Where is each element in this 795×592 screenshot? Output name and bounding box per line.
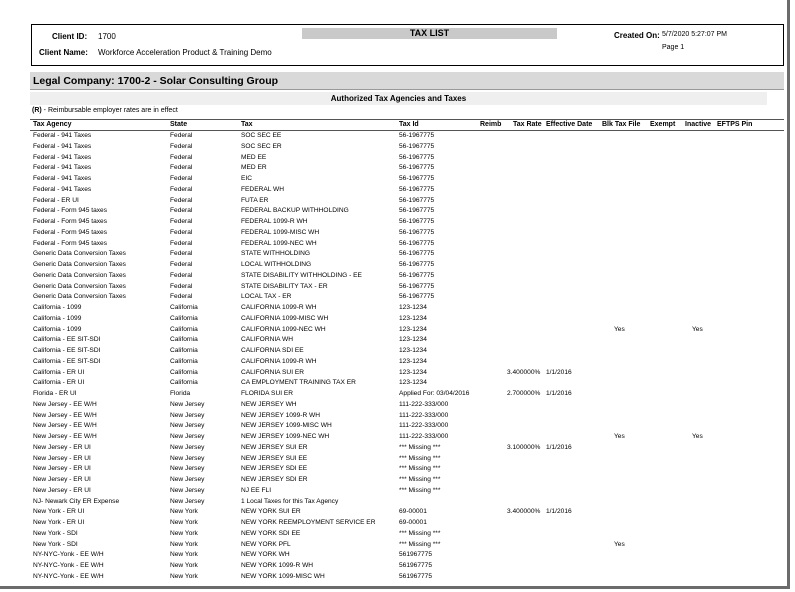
cell-tax-agency: Federal - 941 Taxes <box>33 153 92 161</box>
col-reimb: Reimb <box>480 121 502 128</box>
cell-tax-agency: Federal - 941 Taxes <box>33 185 92 193</box>
cell-tax-id: 56-1967775 <box>399 239 435 247</box>
cell-state: California <box>170 357 198 365</box>
cell-tax-id: 123-1234 <box>399 368 427 376</box>
cell-tax-agency: New York - ER UI <box>33 508 85 516</box>
cell-tax-id: 56-1967775 <box>399 293 435 301</box>
cell-tax-agency: Generic Data Conversion Taxes <box>33 293 126 301</box>
col-tax: Tax <box>241 121 253 128</box>
table-row <box>30 185 784 196</box>
table-row <box>30 239 784 250</box>
cell-tax: CALIFORNIA WH <box>241 336 294 344</box>
cell-tax-id: 69-00001 <box>399 508 427 516</box>
cell-tax: NEW YORK SUI ER <box>241 508 301 516</box>
cell-state: New Jersey <box>170 443 205 451</box>
cell-state: Federal <box>170 228 193 236</box>
cell-tax-agency: NY-NYC-Yonk - EE W/H <box>33 562 104 569</box>
cell-tax: NEW JERSEY SUI ER <box>241 443 308 451</box>
cell-tax: STATE DISABILITY WITHHOLDING - EE <box>241 271 362 279</box>
cell-state: Federal <box>170 282 193 290</box>
cell-blk-tax-file: Yes <box>614 325 625 333</box>
table-row <box>30 163 784 174</box>
cell-tax: NEW JERSEY SUI EE <box>241 454 308 462</box>
cell-tax-agency: Federal - Form 945 taxes <box>33 228 108 236</box>
table-row <box>30 475 784 486</box>
cell-state: California <box>170 336 198 344</box>
cell-state: New Jersey <box>170 476 205 483</box>
table-row <box>30 443 784 454</box>
cell-state: New Jersey <box>170 486 205 494</box>
cell-tax: SOC SEC ER <box>241 142 282 150</box>
cell-tax: NEW JERSEY 1099-NEC WH <box>241 433 330 440</box>
table-row <box>30 346 784 357</box>
cell-tax-agency: Federal - ER UI <box>33 196 79 204</box>
cell-tax: FEDERAL 1099-MISC WH <box>241 228 320 236</box>
cell-tax-id: *** Missing *** <box>399 540 441 548</box>
cell-tax-id: 56-1967775 <box>399 142 435 150</box>
cell-tax: CALIFORNIA SDI EE <box>241 347 304 354</box>
cell-tax: CALIFORNIA 1099-MISC WH <box>241 314 329 322</box>
cell-state: New Jersey <box>170 400 205 408</box>
cell-tax-id: *** Missing *** <box>399 443 441 451</box>
cell-tax-rate: 3.400000% <box>507 368 541 376</box>
cell-state: Federal <box>170 207 193 215</box>
reimbursable-note <box>32 107 178 114</box>
cell-tax-id: 69-00001 <box>399 519 427 526</box>
col-eftps-pin: EFTPS Pin <box>717 121 753 128</box>
cell-state: New York <box>170 540 198 548</box>
cell-tax: NEW JERSEY SDI EE <box>241 465 308 473</box>
cell-tax-agency: Federal - 941 Taxes <box>33 132 92 139</box>
cell-state: New Jersey <box>170 433 205 440</box>
cell-tax: CALIFORNIA 1099-NEC WH <box>241 325 326 333</box>
cell-state: Federal <box>170 218 193 225</box>
cell-tax-id: 56-1967775 <box>399 164 435 172</box>
cell-tax-agency: New Jersey - ER UI <box>33 476 91 483</box>
cell-state: Federal <box>170 250 193 258</box>
cell-effective-date: 1/1/2016 <box>546 368 572 376</box>
cell-tax-agency: New Jersey - ER UI <box>33 465 91 473</box>
cell-blk-tax-file: Yes <box>614 540 625 548</box>
cell-tax-rate: 3.100000% <box>507 443 541 451</box>
cell-tax-id: 111-222-333/000 <box>399 400 449 408</box>
table-row <box>30 550 784 561</box>
table-row <box>30 271 784 282</box>
cell-tax-agency: California - 1099 <box>33 314 82 322</box>
cell-state: California <box>170 314 198 322</box>
client-id-label: Client ID: <box>52 32 88 41</box>
cell-tax: NEW YORK PFL <box>241 540 291 548</box>
table-row <box>30 174 784 185</box>
cell-tax-id: 561967775 <box>399 562 433 569</box>
cell-tax: FUTA ER <box>241 196 269 204</box>
table-row <box>30 421 784 432</box>
cell-tax: FLORIDA SUI ER <box>241 390 294 397</box>
col-effective-date: Effective Date <box>546 121 593 128</box>
cell-state: Florida <box>170 390 191 397</box>
cell-tax: FEDERAL WH <box>241 185 284 193</box>
cell-tax-agency: Federal - 941 Taxes <box>33 142 92 150</box>
cell-state: Federal <box>170 271 193 279</box>
cell-tax-agency: Federal - 941 Taxes <box>33 175 92 182</box>
table-row <box>30 335 784 346</box>
cell-tax-id: 111-222-333/000 <box>399 433 449 440</box>
cell-tax-id: 123-1234 <box>399 314 427 322</box>
cell-tax-agency: Federal - Form 945 taxes <box>33 218 108 225</box>
cell-tax-id: *** Missing *** <box>399 476 441 483</box>
table-row <box>30 325 784 336</box>
tax-table-body <box>30 131 784 583</box>
cell-state: New York <box>170 519 198 526</box>
table-row <box>30 454 784 465</box>
cell-tax-id: *** Missing *** <box>399 486 441 494</box>
cell-state: Federal <box>170 239 193 247</box>
cell-effective-date: 1/1/2016 <box>546 390 572 397</box>
table-row <box>30 497 784 508</box>
cell-tax: LOCAL WITHHOLDING <box>241 261 312 268</box>
cell-state: Federal <box>170 261 193 268</box>
cell-tax-agency: New Jersey - EE W/H <box>33 411 97 419</box>
cell-tax-id: 56-1967775 <box>399 250 435 258</box>
cell-tax-agency: California - EE SIT-SDI <box>33 357 101 365</box>
note-text: - Reimbursable employer rates are in effect <box>41 107 178 114</box>
cell-tax-id: *** Missing *** <box>399 465 441 473</box>
cell-tax-agency: California - EE SIT-SDI <box>33 347 101 354</box>
cell-state: New Jersey <box>170 497 205 505</box>
cell-tax-agency: Generic Data Conversion Taxes <box>33 282 126 290</box>
cell-tax-id: 56-1967775 <box>399 185 435 193</box>
table-row <box>30 486 784 497</box>
cell-tax: CALIFORNIA 1099-R WH <box>241 304 317 311</box>
cell-state: New York <box>170 551 198 559</box>
cell-tax-agency: NY-NYC-Yonk - EE W/H <box>33 572 104 580</box>
cell-inactive: Yes <box>692 433 703 440</box>
cell-tax: SOC SEC EE <box>241 132 282 139</box>
page-number: Page 1 <box>662 44 685 51</box>
cell-tax: EIC <box>241 175 252 182</box>
cell-tax-agency: New Jersey - EE W/H <box>33 422 97 430</box>
cell-tax-agency: California - 1099 <box>33 304 82 311</box>
table-row <box>30 260 784 271</box>
cell-tax-id: 561967775 <box>399 572 433 580</box>
cell-tax-id: 56-1967775 <box>399 132 435 139</box>
column-headers <box>30 119 784 131</box>
cell-tax-id: 56-1967775 <box>399 228 435 236</box>
cell-tax-id: 56-1967775 <box>399 218 435 225</box>
table-row <box>30 540 784 551</box>
cell-tax-agency: Florida - ER UI <box>33 390 77 397</box>
cell-tax-agency: Generic Data Conversion Taxes <box>33 271 126 279</box>
table-row <box>30 217 784 228</box>
cell-state: New Jersey <box>170 454 205 462</box>
client-id-value: 1700 <box>98 32 116 41</box>
cell-tax: MED EE <box>241 153 267 161</box>
cell-state: Federal <box>170 293 193 301</box>
cell-tax-id: 56-1967775 <box>399 196 435 204</box>
cell-state: California <box>170 325 198 333</box>
cell-tax-id: 56-1967775 <box>399 261 435 268</box>
table-row <box>30 228 784 239</box>
cell-state: Federal <box>170 164 193 172</box>
cell-tax-id: 123-1234 <box>399 325 427 333</box>
cell-tax-agency: New Jersey - ER UI <box>33 486 91 494</box>
table-row <box>30 561 784 572</box>
cell-tax-id: 56-1967775 <box>399 207 435 215</box>
cell-tax-id: 123-1234 <box>399 304 427 311</box>
cell-tax-id: 111-222-333/000 <box>399 411 449 419</box>
cell-tax: 1 Local Taxes for this Tax Agency <box>241 497 339 505</box>
table-row <box>30 249 784 260</box>
cell-tax-id: Applied For: 03/04/2016 <box>399 390 470 397</box>
cell-blk-tax-file: Yes <box>614 433 625 440</box>
cell-tax: FEDERAL 1099-NEC WH <box>241 239 317 247</box>
cell-tax-id: 56-1967775 <box>399 271 435 279</box>
cell-tax-id: 111-222-333/000 <box>399 422 449 430</box>
cell-effective-date: 1/1/2016 <box>546 443 572 451</box>
cell-state: Federal <box>170 153 193 161</box>
table-row <box>30 131 784 142</box>
cell-state: Federal <box>170 142 193 150</box>
table-row <box>30 464 784 475</box>
cell-tax: NEW JERSEY 1099-MISC WH <box>241 422 332 430</box>
table-row <box>30 196 784 207</box>
cell-state: California <box>170 368 198 376</box>
table-row <box>30 142 784 153</box>
client-name-value: Workforce Acceleration Product & Training Demo <box>98 48 272 57</box>
table-row <box>30 153 784 164</box>
legal-company-bar: Legal Company: 1700-2 - Solar Consulting Group <box>30 72 784 90</box>
table-row <box>30 529 784 540</box>
table-row <box>30 206 784 217</box>
cell-tax: STATE WITHHOLDING <box>241 250 310 258</box>
col-tax-rate: Tax Rate <box>513 121 542 128</box>
note-marker: (R) <box>32 107 42 114</box>
created-on-label: Created On: <box>614 31 660 40</box>
cell-state: California <box>170 379 198 387</box>
cell-state: New Jersey <box>170 422 205 430</box>
cell-tax: CALIFORNIA SUI ER <box>241 368 305 376</box>
table-row <box>30 282 784 293</box>
cell-tax-agency: NY-NYC-Yonk - EE W/H <box>33 551 104 559</box>
col-blk-tax-file: Blk Tax File <box>602 121 641 128</box>
cell-tax-id: 123-1234 <box>399 379 427 387</box>
cell-tax-agency: New York - SDI <box>33 540 78 548</box>
cell-tax-id: 123-1234 <box>399 357 427 365</box>
cell-tax-agency: New York - SDI <box>33 529 78 537</box>
cell-tax-id: 123-1234 <box>399 347 427 354</box>
section-title: Authorized Tax Agencies and Taxes <box>30 92 767 105</box>
cell-tax-agency: Federal - Form 945 taxes <box>33 239 108 247</box>
cell-tax-agency: New Jersey - EE W/H <box>33 433 97 440</box>
cell-tax-agency: Generic Data Conversion Taxes <box>33 250 126 258</box>
cell-tax-rate: 3.400000% <box>507 508 541 516</box>
table-row <box>30 303 784 314</box>
table-row <box>30 378 784 389</box>
table-row <box>30 411 784 422</box>
cell-state: New Jersey <box>170 411 205 419</box>
cell-tax: NJ EE FLI <box>241 486 272 494</box>
cell-tax-agency: New Jersey - ER UI <box>33 454 91 462</box>
cell-tax: FEDERAL 1099-R WH <box>241 218 308 225</box>
cell-state: Federal <box>170 196 193 204</box>
cell-tax: LOCAL TAX - ER <box>241 293 292 301</box>
cell-tax: STATE DISABILITY TAX - ER <box>241 282 328 290</box>
cell-tax: NEW JERSEY WH <box>241 400 297 408</box>
cell-tax-rate: 2.700000% <box>507 390 541 397</box>
cell-state: Federal <box>170 185 193 193</box>
cell-tax-id: 561967775 <box>399 551 433 559</box>
cell-tax-agency: California - EE SIT-SDI <box>33 336 101 344</box>
col-state: State <box>170 121 188 128</box>
table-row <box>30 368 784 379</box>
table-row <box>30 389 784 400</box>
cell-tax-agency: New Jersey - EE W/H <box>33 400 97 408</box>
cell-tax: NEW YORK WH <box>241 551 290 559</box>
cell-tax-id: *** Missing *** <box>399 454 441 462</box>
col-exempt: Exempt <box>650 121 676 128</box>
cell-tax: NEW JERSEY 1099-R WH <box>241 411 321 419</box>
cell-effective-date: 1/1/2016 <box>546 508 572 516</box>
table-row <box>30 400 784 411</box>
cell-tax: CALIFORNIA 1099-R WH <box>241 357 317 365</box>
cell-tax-agency: California - ER UI <box>33 368 85 376</box>
cell-tax-agency: California - 1099 <box>33 325 82 333</box>
cell-tax: CA EMPLOYMENT TRAINING TAX ER <box>241 379 356 387</box>
cell-tax: MED ER <box>241 164 267 172</box>
col-inactive: Inactive <box>685 121 712 128</box>
cell-state: New York <box>170 508 198 516</box>
cell-state: New York <box>170 562 198 569</box>
cell-tax-id: *** Missing *** <box>399 529 441 537</box>
cell-tax: FEDERAL BACKUP WITHHOLDING <box>241 207 349 215</box>
cell-tax-agency: New York - ER UI <box>33 519 85 526</box>
cell-inactive: Yes <box>692 325 703 333</box>
cell-state: California <box>170 304 198 311</box>
table-row <box>30 314 784 325</box>
col-tax-id: Tax Id <box>399 121 419 128</box>
cell-tax: NEW YORK REEMPLOYMENT SERVICE ER <box>241 519 376 526</box>
table-row <box>30 292 784 303</box>
cell-tax-agency: Generic Data Conversion Taxes <box>33 261 126 268</box>
col-tax-agency: Tax Agency <box>33 121 72 128</box>
cell-tax-agency: Federal - Form 945 taxes <box>33 207 108 215</box>
cell-tax-id: 56-1967775 <box>399 175 435 182</box>
cell-tax-id: 56-1967775 <box>399 153 435 161</box>
cell-state: New Jersey <box>170 465 205 473</box>
cell-state: New York <box>170 572 198 580</box>
cell-state: Federal <box>170 132 193 139</box>
table-row <box>30 507 784 518</box>
table-row <box>30 518 784 529</box>
table-row <box>30 357 784 368</box>
cell-tax-id: 56-1967775 <box>399 282 435 290</box>
cell-state: New York <box>170 529 198 537</box>
cell-tax: NEW YORK 1099-MISC WH <box>241 572 325 580</box>
cell-state: California <box>170 347 198 354</box>
cell-tax-agency: New Jersey - ER UI <box>33 443 91 451</box>
cell-tax: NEW YORK SDI EE <box>241 529 301 537</box>
client-name-label: Client Name: <box>39 48 88 57</box>
table-row <box>30 432 784 443</box>
report-title: TAX LIST <box>302 28 557 39</box>
table-row <box>30 572 784 583</box>
cell-tax: NEW YORK 1099-R WH <box>241 562 314 569</box>
report-header <box>31 24 784 66</box>
cell-tax-id: 123-1234 <box>399 336 427 344</box>
cell-tax-agency: Federal - 941 Taxes <box>33 164 92 172</box>
created-on-value: 5/7/2020 5:27:07 PM <box>662 31 727 38</box>
cell-tax-agency: NJ- Newark City ER Expense <box>33 497 120 505</box>
cell-state: Federal <box>170 175 193 182</box>
cell-tax-agency: California - ER UI <box>33 379 85 387</box>
cell-tax: NEW JERSEY SDI ER <box>241 476 308 483</box>
